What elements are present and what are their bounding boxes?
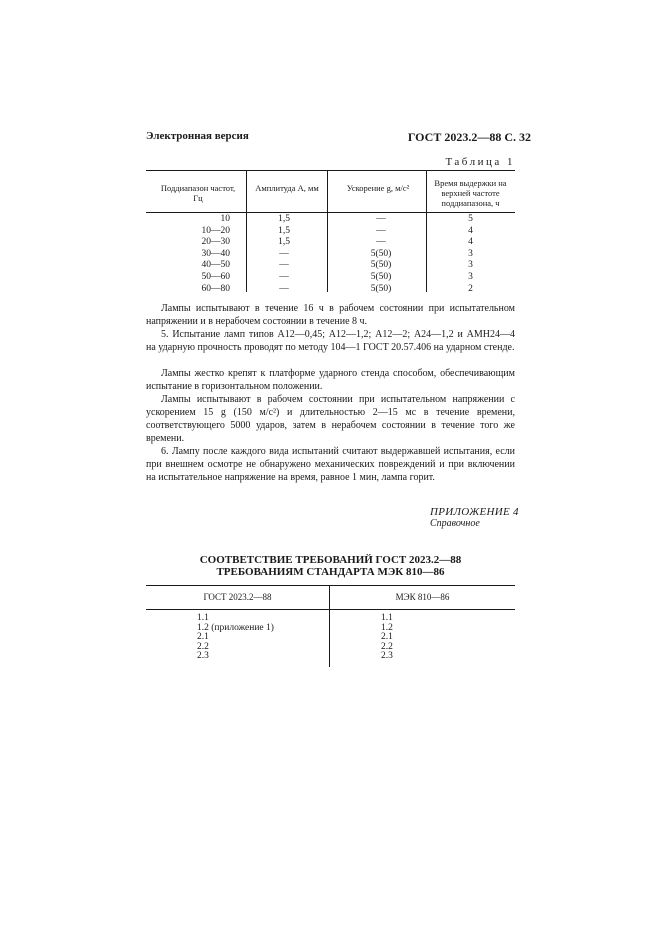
table-1-cell: 3 xyxy=(468,260,473,271)
paragraph: Лампы испытывают в рабочем состоянии при испытательном напряжении с ускорением 15 g (150 м/с²) и длительностью 2—15 мс в течение времени, соответствующего 5000 ударов, затем в нерабочем состоянии в течение того же времени. xyxy=(146,394,515,444)
table-1-cell: 5(50) xyxy=(370,272,392,282)
table-1-cell: — xyxy=(279,260,289,271)
appendix-title-line-2: ТРЕБОВАНИЯМ СТАНДАРТА МЭК 810—86 xyxy=(216,566,445,578)
table-1-cell: 5(50) xyxy=(370,248,392,259)
table-1-cell: 3 xyxy=(468,272,473,282)
table-2-cell: 2.3 xyxy=(381,651,393,662)
table-1-cell: — xyxy=(376,225,386,236)
table-1-row xyxy=(146,260,515,272)
table-2-top-rule xyxy=(146,585,515,586)
table-1-cell: 10—20 xyxy=(201,225,230,236)
table-1-cell: 1,5 xyxy=(278,214,290,224)
table-1-row xyxy=(146,272,515,284)
paragraph: 6. Лампу после каждого вида испытаний считают выдержавшей испытания, если при внешнем осмотре не обнаружено механических повреждений и при включении на испытательное напряжение на время, равное 1 мин, лампа горит. xyxy=(146,446,515,483)
table-1-cell: 10 xyxy=(220,214,230,224)
table-1-cell: 20—30 xyxy=(201,237,230,248)
table-1-cell: 5(50) xyxy=(370,260,392,271)
table-1-cell: 4 xyxy=(468,237,473,248)
table-1-header-rule xyxy=(146,212,515,213)
table-1-label: Таблица 1 xyxy=(445,156,515,168)
appendix-label: ПРИЛОЖЕНИЕ 4 xyxy=(430,506,519,518)
table-1-cell: 3 xyxy=(468,248,473,259)
table-1-cell: 40—50 xyxy=(201,260,230,271)
page-header-standard: ГОСТ 2023.2—88 С. 32 xyxy=(407,130,531,144)
table-1-row xyxy=(146,284,515,296)
table-1-cell: 60—80 xyxy=(201,283,230,294)
table-1-top-rule xyxy=(146,170,515,171)
table-1-cell: 30—40 xyxy=(201,248,230,259)
table-1-cell: 5(50) xyxy=(370,283,392,294)
table-2-cell: 1.2 xyxy=(381,622,393,633)
table-1-cell: — xyxy=(279,283,289,294)
table-2-col-gost: ГОСТ 2023.2—88 xyxy=(203,592,272,602)
table-2-cell: 2.2 xyxy=(197,641,209,652)
table-2-cell: 1.1 xyxy=(381,613,393,623)
table-1-cell: — xyxy=(376,214,386,224)
paragraph: 5. Испытание ламп типов А12—0,45; А12—1,2; А12—2; А24—1,2 и АМН24—4 на ударную прочность проводят по методу 104—1 ГОСТ 20.57.406 на ударном стенде. xyxy=(146,329,515,353)
table-1-cell: 50—60 xyxy=(201,272,230,282)
table-1-cell: 4 xyxy=(468,225,473,236)
table-1-row xyxy=(146,226,515,238)
table-1-col-hold-time: Время выдержки на верхней частоте поддиапазона, ч xyxy=(434,178,507,208)
table-2-row xyxy=(146,652,515,662)
table-1-row xyxy=(146,249,515,261)
table-1-col-amplitude: Амплитуда А, мм xyxy=(255,183,319,193)
table-1-col-frequency: Поддиапазон частот, Гц xyxy=(160,183,236,203)
table-1-col-acceleration: Ускорение g, м/с² xyxy=(346,183,410,193)
table-2-cell: 1.1 xyxy=(197,613,209,623)
appendix-sublabel: Справочное xyxy=(430,518,480,529)
table-1-cell: 1,5 xyxy=(278,225,290,236)
appendix-title-line-1: СООТВЕТСТВИЕ ТРЕБОВАНИЙ ГОСТ 2023.2—88 xyxy=(199,554,462,566)
table-1-cell: 5 xyxy=(468,214,473,224)
table-1-cell: — xyxy=(376,237,386,248)
table-1-row xyxy=(146,214,515,226)
table-1-cell: 1,5 xyxy=(278,237,290,248)
table-2-cell: 2.3 xyxy=(197,651,209,662)
table-2-header-rule xyxy=(146,609,515,610)
electronic-version-label: Электронная версия xyxy=(146,130,249,142)
table-1-row xyxy=(146,237,515,249)
table-1-cell: — xyxy=(279,272,289,282)
table-2-cell: 1.2 (приложение 1) xyxy=(197,622,274,633)
table-2-cell: 2.2 xyxy=(381,641,393,652)
paragraph: Лампы жестко крепят к платформе ударного стенда способом, обеспечивающим испытание в горизонтальном положении. xyxy=(146,368,515,392)
table-1-cell: 2 xyxy=(468,283,473,294)
table-2-cell: 2.1 xyxy=(381,632,393,643)
table-2-col-iec: МЭК 810—86 xyxy=(395,592,450,602)
paragraph: Лампы испытывают в течение 16 ч в рабочем состоянии при испытательном напряжении и в нерабочем состоянии в течение 8 ч. xyxy=(146,303,515,327)
table-2-cell: 2.1 xyxy=(197,632,209,643)
table-1-cell: — xyxy=(279,248,289,259)
